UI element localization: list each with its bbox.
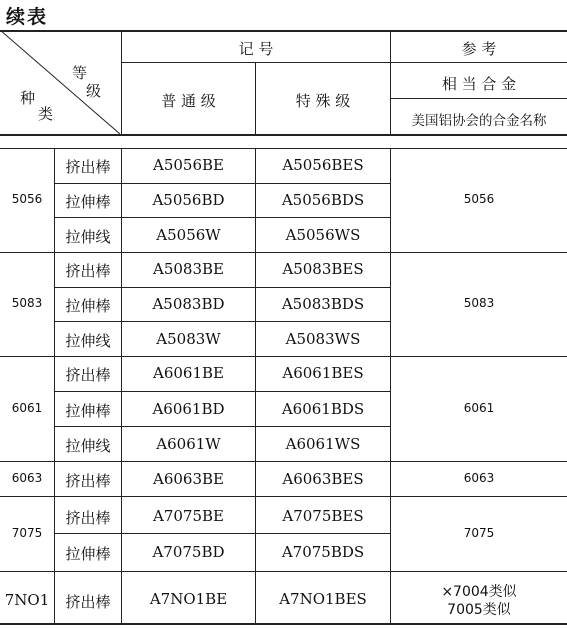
table-cell-type: 拉伸线 [65, 332, 111, 350]
table-cell-type: 拉伸棒 [65, 545, 111, 563]
normal-grade-header: 普 通 级 [161, 92, 216, 110]
alloy-label: 7075 [11, 526, 43, 540]
table-cell-special: A5083WS [285, 330, 361, 348]
table-cell-special: A5083BES [282, 260, 364, 278]
row-rule [54, 287, 390, 288]
table-cell-special: A6063BES [282, 470, 364, 488]
table-cell-special: A6061WS [285, 435, 361, 453]
reference-value-line1: ×7004类似 [441, 584, 517, 600]
row-rule [54, 217, 390, 218]
header-divider [122, 62, 567, 63]
table-cell-special: A5056BES [282, 156, 364, 174]
table-cell-type: 拉伸棒 [65, 297, 111, 315]
table-cell-special: A7075BES [282, 507, 364, 525]
page-title: 续表 [6, 6, 49, 28]
table-cell-special: A7075BDS [281, 543, 365, 561]
alloy-label: 6063 [11, 471, 43, 485]
alloy-table [0, 30, 567, 625]
group-rule-5056 [0, 252, 567, 253]
table-cell-normal: A7075BD [152, 543, 225, 561]
corner-deng: 等 [72, 64, 88, 82]
group-rule-6061 [0, 461, 567, 462]
reference-value: 5056 [463, 192, 495, 206]
alloy-label: 7NO1 [4, 591, 50, 609]
corner-lei: 类 [38, 105, 54, 123]
table-cell-normal: A7075BE [153, 507, 224, 525]
table-cell-type: 挤出棒 [65, 509, 111, 527]
table-cell-type: 拉伸棒 [65, 402, 111, 420]
table-cell-type: 挤出棒 [65, 366, 111, 384]
alloy-label: 5083 [11, 296, 43, 310]
alloy-label: 5056 [11, 192, 43, 206]
reference-value: 5083 [463, 296, 495, 310]
table-cell-type: 拉伸棒 [65, 193, 111, 211]
table-cell-normal: A6061BD [152, 400, 225, 418]
table-cell-type: 挤出棒 [65, 262, 111, 280]
table-cell-normal: A5056BD [152, 191, 225, 209]
table-cell-type: 挤出棒 [65, 158, 111, 176]
aa-name-header: 美国铝协会的合金名称 [411, 113, 547, 129]
symbol-group-header: 记 号 [238, 40, 274, 58]
special-grade-header: 特 殊 级 [295, 92, 351, 110]
table-cell-type: 拉伸线 [65, 228, 111, 246]
table-cell-normal: A5083BD [152, 295, 225, 313]
table-cell-type: 挤出棒 [65, 472, 111, 490]
table-cell-normal: A6061BE [153, 364, 224, 382]
reference-value-line2: 7005类似 [447, 602, 511, 618]
table-cell-normal: A5083BE [153, 260, 224, 278]
alloy-label: 6061 [11, 401, 43, 415]
table-cell-special: A5056BDS [281, 191, 365, 209]
group-rule-6063 [0, 496, 567, 497]
table-cell-special: A7NO1BES [279, 590, 367, 608]
table-cell-normal: A5083W [156, 330, 221, 348]
table-cell-special: A6061BDS [281, 400, 365, 418]
corner-ji: 级 [86, 82, 102, 100]
equivalent-alloy-header: 相 当 合 金 [441, 75, 517, 93]
row-rule [54, 391, 390, 392]
body-top-rule [0, 148, 567, 149]
table-cell-special: A5083BDS [281, 295, 365, 313]
group-rule-5083 [0, 356, 567, 357]
table-cell-normal: A5056W [156, 226, 221, 244]
reference-value: 7075 [463, 526, 495, 540]
reference-subdivider [390, 98, 567, 99]
table-cell-type: 拉伸线 [65, 437, 111, 455]
table-cell-special: A5056WS [285, 226, 361, 244]
row-rule [54, 183, 390, 184]
reference-value: 6061 [463, 401, 495, 415]
reference-group-header: 参 考 [461, 40, 497, 58]
table-cell-type: 挤出棒 [65, 593, 111, 611]
table-cell-normal: A5056BE [153, 156, 224, 174]
row-rule [54, 533, 390, 534]
table-cell-special: A6061BES [282, 364, 364, 382]
reference-value: 6063 [463, 471, 495, 485]
table-cell-normal: A6061W [156, 435, 221, 453]
body-vline-4 [390, 148, 391, 624]
row-rule [54, 426, 390, 427]
row-rule [54, 321, 390, 322]
group-rule-7075 [0, 571, 567, 572]
table-bottom-rule [0, 623, 567, 625]
table-cell-normal: A7NO1BE [149, 590, 228, 608]
corner-diagonal [0, 30, 120, 135]
table-cell-normal: A6063BE [153, 470, 224, 488]
corner-zhong: 种 [20, 89, 36, 107]
